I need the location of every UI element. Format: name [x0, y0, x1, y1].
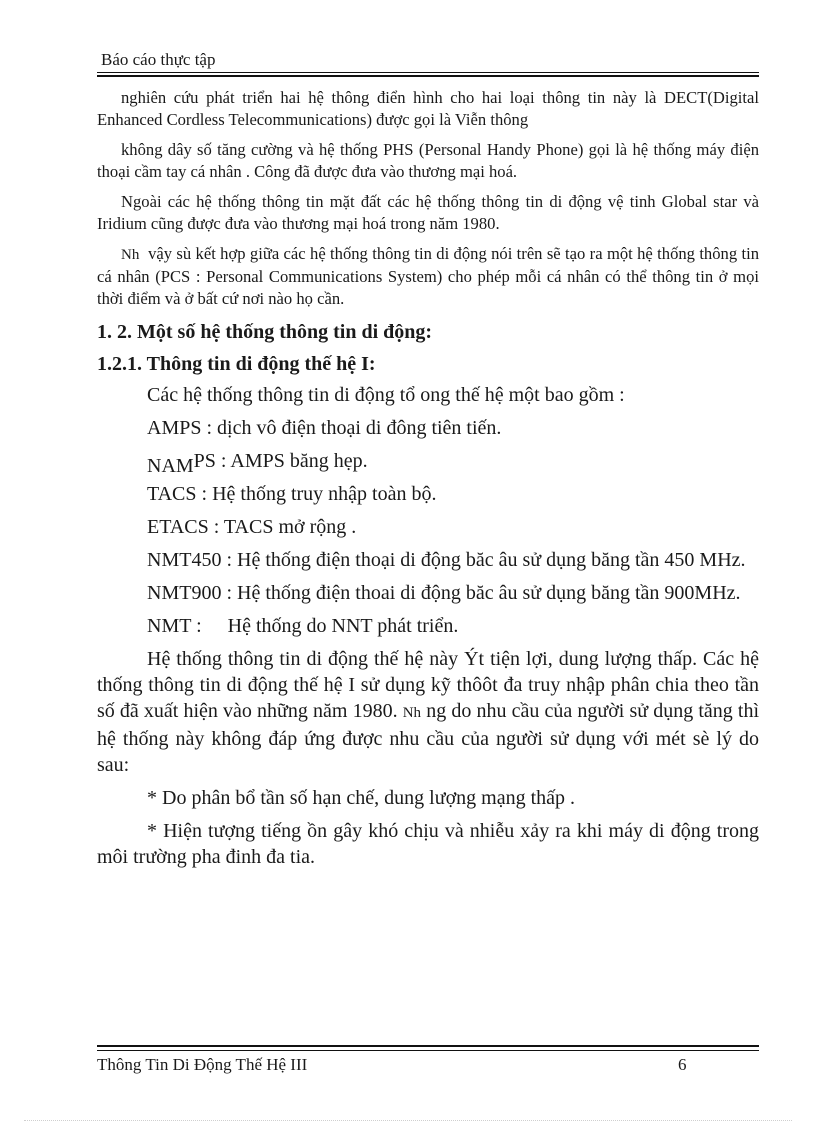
header-rule-top [97, 72, 759, 73]
paragraph-gen1 [97, 646, 759, 778]
footer-rule-top [97, 1045, 759, 1047]
bullet-2: * Hiện tượng tiếng ồn gây khó chịu và nhiễu xảy ra khi máy di động trong môi trường pha đinh đa tia. [97, 820, 759, 868]
nh-prefix: Nh [121, 247, 140, 263]
paragraph-intro-2: không dây số tăng cường và hệ thống PHS (Personal Handy Phone) gọi là hệ thống máy điện thoại cầm tay cá nhân . Công đã được đưa vào thương mại hoá. [97, 140, 759, 181]
namps-big: NAM [147, 455, 194, 477]
running-footer-title: Thông Tin Di Động Thế Hệ III [97, 1055, 308, 1074]
header-rule-bottom [97, 75, 759, 77]
page-body [97, 87, 759, 870]
list-intro: Các hệ thống thông tin di động tổ ong thế hệ một bao gồm : [147, 384, 625, 406]
heading-1-2-1: 1.2.1. Thông tin di động thế hệ I: [97, 353, 376, 375]
page-edge-dotted-line [24, 1120, 792, 1121]
item-etacs: ETACS : TACS mở rộng . [147, 516, 357, 538]
footer-rule-bottom [97, 1050, 759, 1051]
item-namps [97, 448, 759, 477]
paragraph-intro-4-text: vậy sù kết hợp giữa các hệ thống thông tin di động nói trên sẽ tạo ra một hệ thống thông tin cá nhân (PCS : Personal Communications System) cho phép mỗi cá nhân có thể thông tin ở mọi thời điểm và ở bất cứ nơi nào họ cần. [97, 244, 760, 308]
paragraph-intro-1: nghiên cứu phát triển hai hệ thông điển hình cho hai loại thông tin này là DECT(Digital Enhanced Cordless Telecommunications) được gọi là Viễn thông [97, 88, 759, 129]
item-amps: AMPS : dịch vô điện thoại di đông tiên tiến. [147, 417, 502, 439]
item-nmt [97, 613, 759, 639]
paragraph-gen1-nh: Nh [402, 705, 422, 721]
item-nmt900: NMT900 : Hệ thống điện thoai di động băc âu sử dụng băng tần 900MHz. [147, 582, 741, 604]
page-number: 6 [678, 1055, 687, 1074]
heading-1-2: 1. 2. Một số hệ thống thông tin di động: [97, 321, 433, 343]
paragraph-gen1-b: ng do nhu cầu của người sử dụng tăng thì hệ thống này không đáp ứng được nhu cầu của người sử dụng với mét sè lý do sau: [97, 700, 760, 776]
paragraph-intro-3: Ngoài các hệ thống thông tin mặt đất các hệ thống thông tin di động vệ tinh Global star và Iridium cũng được đưa vào thương mại hoá trong năm 1980. [97, 192, 759, 233]
running-header-title: Báo cáo thực tập [101, 50, 216, 69]
item-nmt450: NMT450 : Hệ thống điện thoại di động băc âu sử dụng băng tần 450 MHz. [147, 549, 746, 571]
item-tacs: TACS : Hệ thống truy nhập toàn bộ. [147, 483, 437, 505]
bullet-1: * Do phân bổ tần số hạn chế, dung lượng mạng thấp . [147, 787, 576, 809]
paragraph-gen1-a: Hệ thống thông tin di động thế hệ này Ýt tiện lợi, dung lượng thấp. Các hệ thống thông tin di động thế hệ I sử dụng kỹ thôôt đa truy nhập phân chia theo tần số đã xuất hiện vào những năm 1980. [97, 648, 759, 722]
namps-rest: PS : AMPS băng hẹp. [193, 450, 368, 472]
nmt-desc: Hệ thống do NNT phát triển. [227, 615, 459, 637]
nmt-label: NMT : [147, 615, 202, 637]
paragraph-intro-4 [97, 243, 759, 310]
